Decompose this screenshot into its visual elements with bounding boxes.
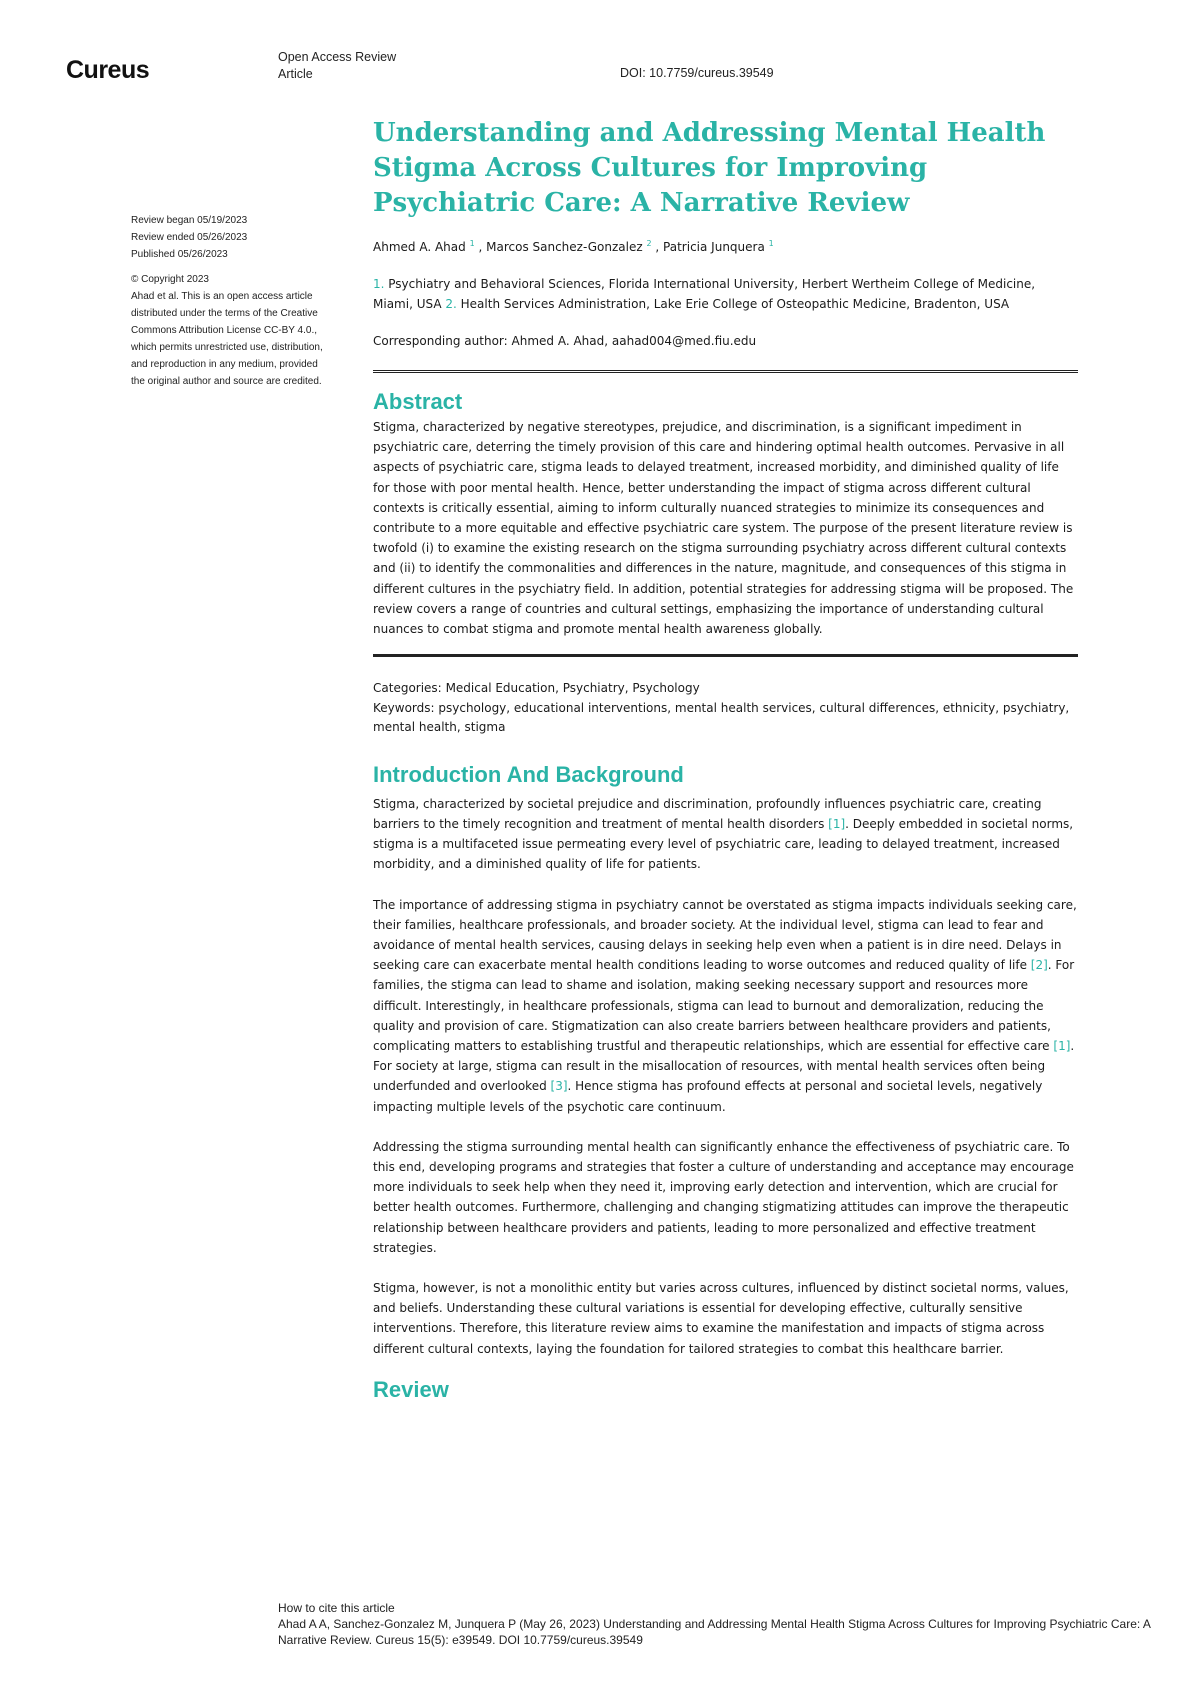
divider bbox=[373, 370, 1078, 373]
intro-paragraph: Stigma, characterized by societal prejudice and discrimination, profoundly influences psychiatric care, creating barriers to the timely recognition and treatment of mental health disorders [1]. Deeply embedded in societal norms, stigma is a multifaceted issue permeating every level of psychiatric care, leading to delayed treatment, increased morbidity, and a diminished quality of life for patients. bbox=[373, 796, 1074, 872]
categories-value[interactable]: Medical Education, Psychiatry, Psychology bbox=[445, 681, 700, 696]
categories-row bbox=[373, 679, 1078, 699]
abstract-text: Stigma, characterized by negative stereotypes, prejudice, and discrimination, is a significant impediment in psychiatric care, deterring the timely provision of this care and hindering optimal health outcomes. Pervasive in all aspects of psychiatric care, stigma leads to delayed treatment, increased morbidity, and diminished quality of life for those with poor mental health. Hence, better understanding the impact of stigma across different cultural contexts is critically essential, aiming to inform culturally nuanced strategies to minimize its consequences and contribute to a more equitable and effective psychiatric care system. The purpose of the present literature review is twofold (i) to examine the existing research on the stigma surrounding psychiatry across different cultural contexts and (ii) to identify the commonalities and differences in the nature, magnitude, and consequences of this stigma in different cultures in the psychiatry field. In addition, potential strategies for addressing stigma will be proposed. The review covers a range of countries and cultural settings, emphasizing the importance of understanding cultural nuances to combat stigma and promote mental health awareness globally. bbox=[373, 420, 1074, 637]
intro-heading: Introduction And Background bbox=[373, 761, 684, 787]
review-heading: Review bbox=[373, 1376, 449, 1402]
license-line: which permits unrestricted use, distribution, bbox=[131, 342, 323, 353]
affiliation-text: Health Services Administration, Lake Erie College of Osteopathic Medicine, Bradenton, USA bbox=[460, 297, 1010, 311]
how-to-cite-text: Ahad A A, Sanchez-Gonzalez M, Junquera P (May 26, 2023) Understanding and Addressing Mental Health Stigma Across Cultures for Improving Psychiatric Care: A Narrative Review. Cureus 15(5): e39549. DOI 10.7759/cureus.39549 bbox=[278, 1617, 1151, 1647]
article-sidebar bbox=[131, 212, 343, 390]
author-name[interactable]: Patricia Junquera bbox=[663, 240, 765, 254]
review-began: Review began 05/19/2023 bbox=[131, 215, 248, 226]
published-date: Published 05/26/2023 bbox=[131, 249, 228, 260]
cureus-logo[interactable]: Cureus bbox=[66, 56, 150, 84]
citation-footer bbox=[278, 1600, 1158, 1648]
license-line: Ahad et al. This is an open access article bbox=[131, 291, 313, 302]
citation-link[interactable]: [2] bbox=[1030, 958, 1048, 973]
keywords-row bbox=[373, 699, 1078, 738]
author-affiliation-mark: 1 bbox=[469, 239, 475, 248]
article-meta bbox=[373, 679, 1078, 738]
doi-link[interactable]: DOI: 10.7759/cureus.39549 bbox=[620, 66, 774, 80]
intro-paragraph: Stigma, however, is not a monolithic entity but varies across cultures, influenced by distinct societal norms, values, and beliefs. Understanding these cultural variations is essential for developing effective, culturally sensitive interventions. Therefore, this literature review aims to examine the manifestation and impacts of stigma across different cultural contexts, laying the foundation for tailored strategies to combat this healthcare barrier. bbox=[373, 1281, 1069, 1356]
how-to-cite-label: How to cite this article bbox=[278, 1601, 395, 1615]
license-line: Commons Attribution License CC-BY 4.0., bbox=[131, 325, 318, 336]
author-list: Ahmed A. Ahad $^1$ , Marcos Sanchez-Gonzalez $^2$ , Patricia Junquera $^1$ bbox=[373, 239, 774, 254]
citation-link[interactable]: [1] bbox=[828, 816, 846, 831]
corresponding-author bbox=[373, 334, 1078, 348]
affiliation-text: Psychiatry and Behavioral Sciences, Florida International University, Herbert Wertheim College of Medicine, Miami, USA bbox=[373, 277, 1036, 311]
license-line: and reproduction in any medium, provided bbox=[131, 359, 318, 370]
article-main bbox=[373, 116, 1078, 1403]
categories-label: Categories: bbox=[373, 681, 442, 696]
intro-paragraph: Addressing the stigma surrounding mental health can significantly enhance the effectiveness of psychiatric care. To this end, developing programs and strategies that foster a culture of understanding and acceptance may encourage more individuals to seek help when they need it, improving early detection and intervention, which are crucial for better health outcomes. Furthermore, challenging and changing stigmatizing attitudes can improve the therapeutic relationship between healthcare providers and patients, leading to more personalized and effective treatment strategies. bbox=[373, 1139, 1074, 1255]
article-title: Understanding and Addressing Mental Health Stigma Across Cultures for Improving Psychiatric Care: A Narrative Review bbox=[373, 118, 1046, 218]
article-type bbox=[278, 49, 396, 83]
license-line: distributed under the terms of the Creative bbox=[131, 308, 318, 319]
copyright: © Copyright 2023 bbox=[131, 274, 209, 285]
affiliation-number: 1. bbox=[373, 277, 385, 291]
article-type-line2: Article bbox=[278, 67, 313, 81]
article-type-line1: Open Access Review bbox=[278, 50, 397, 64]
affiliation-number: 2. bbox=[445, 297, 457, 311]
corresponding-email[interactable]: Ahmed A. Ahad, aahad004@med.fiu.edu bbox=[511, 334, 757, 348]
affiliations bbox=[373, 274, 1078, 314]
keywords-value: psychology, educational interventions, mental health services, cultural differences, ethnicity, psychiatry, mental health, stigma bbox=[373, 700, 1070, 735]
abstract-heading: Abstract bbox=[373, 389, 463, 414]
citation-link[interactable]: [3] bbox=[550, 1079, 568, 1094]
license-line: the original author and source are credited. bbox=[131, 376, 322, 387]
citation-link[interactable]: [1] bbox=[1053, 1038, 1071, 1053]
author-name[interactable]: Ahmed A. Ahad bbox=[373, 240, 466, 254]
corresponding-label: Corresponding author: bbox=[373, 334, 508, 348]
author-name[interactable]: Marcos Sanchez-Gonzalez bbox=[486, 240, 643, 254]
author-affiliation-mark: 2 bbox=[646, 239, 652, 248]
review-ended: Review ended 05/26/2023 bbox=[131, 232, 248, 243]
keywords-label: Keywords: bbox=[373, 700, 435, 715]
divider bbox=[373, 654, 1078, 657]
intro-paragraph: The importance of addressing stigma in psychiatry cannot be overstated as stigma impacts individuals seeking care, their families, healthcare professionals, and broader society. At the individual level, stigma can lead to fear and avoidance of mental health services, causing delays in seeking help even when a patient is in dire need. Delays in seeking care can exacerbate mental health conditions leading to worse outcomes and reduced quality of life [2]. For families, the stigma can lead to shame and isolation, making seeking necessary support and resources more difficult. Interestingly, in healthcare professionals, stigma can lead to burnout and demoralization, reducing the quality and provision of care. Stigmatization can also create barriers between healthcare providers and patients, complicating matters to establishing trustful and therapeutic relationships, which are essential for effective care [1]. For society at large, stigma can result in the misallocation of resources, with mental health services often being underfunded and overlooked [3]. Hence stigma has profound effects at personal and societal levels, negatively impacting multiple levels of the psychotic care continuum. bbox=[373, 897, 1077, 1114]
author-affiliation-mark: 1 bbox=[768, 239, 774, 248]
